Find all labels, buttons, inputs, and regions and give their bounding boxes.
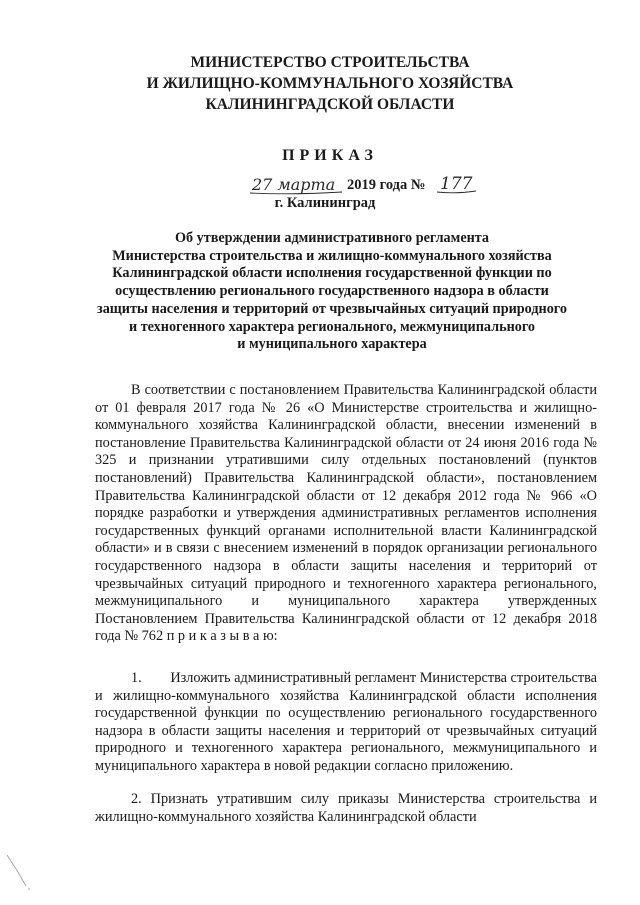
document-type-title: ПРИКАЗ bbox=[282, 147, 378, 164]
ministry-line: И ЖИЛИЩНО-КОММУНАЛЬНОГО ХОЗЯЙСТВА bbox=[146, 75, 514, 92]
city-line: г. Калининград bbox=[274, 195, 376, 211]
item-1-text: Изложить административный регламент Министерства строительства и жилищно-коммунального хозяйства Калининградской области исполнения государственной функции по осуществлению регионального государственного надзора в области защиты населения и территорий от чрезвычайных ситуаций природного и техногенного характера регионального, межмуниципального и муниципального характера в новой редакции согласно приложению. bbox=[95, 670, 598, 774]
order-year-label: 2019 года № bbox=[347, 177, 426, 193]
order-subject bbox=[82, 230, 582, 354]
item-2-paragraph bbox=[95, 791, 597, 826]
preamble-text: В соответствии с постановлением Правительства Калининградской области от 01 февраля 2017 года № 26 «О Министерстве строительства и жилищно-коммунального хозяйства Калининградской области, внесении изменений в постановление Правительства Калининградской области от 24 июня 2016 года № 325 и признании утратившими силу отдельных постановлений (пунктов постановлений) Правительства Калининградской области», постановлением Правительства Калининградской области от 12 декабря 2012 года № 966 «О порядке разработки и утверждения административных регламентов исполнения государственных функций органами исполнительной власти Калининградской области» и в связи с внесением изменений в порядок организации регионального государственного надзора в области защиты населения и территорий от чрезвычайных ситуаций природного и техногенного характера регионального, межмуниципального и муниципального характера утвержденных Постановлением Правительства Калининградской области от 12 декабря 2018 года № 762 bbox=[95, 382, 597, 645]
scan-artifact-mark bbox=[4, 852, 34, 892]
ministry-header bbox=[120, 52, 540, 115]
subject-line: защиты населения и территорий от чрезвычайных ситуаций природного bbox=[97, 300, 567, 317]
item-1-number: 1. bbox=[131, 670, 142, 686]
subject-line: и техногенного характера регионального, межмуниципального bbox=[128, 318, 536, 335]
handwritten-number: 177 bbox=[440, 174, 473, 194]
subject-line: Калининградской области исполнения государственной функции по bbox=[112, 265, 552, 282]
ministry-line: МИНИСТЕРСТВО СТРОИТЕЛЬСТВА bbox=[190, 54, 470, 71]
subject-line: Об утверждении административного регламента bbox=[174, 230, 490, 246]
handwritten-date: 27 марта bbox=[252, 175, 336, 194]
subject-line: Министерства строительства и жилищно-коммунального хозяйства bbox=[112, 247, 552, 264]
preamble-paragraph bbox=[95, 382, 597, 646]
order-word: п р и к а з ы в а ю: bbox=[166, 628, 278, 645]
ministry-line: КАЛИНИНГРАДСКОЙ ОБЛАСТИ bbox=[205, 96, 455, 113]
item-1-paragraph bbox=[95, 670, 597, 776]
subject-line: и муниципального характера bbox=[237, 336, 427, 353]
item-2-text: 2. Признать утратившим силу приказы Министерства строительства и жилищно-коммунального хозяйства Калининградской области bbox=[95, 791, 597, 825]
subject-line: осуществлению регионального государственного надзора в области bbox=[115, 283, 549, 300]
